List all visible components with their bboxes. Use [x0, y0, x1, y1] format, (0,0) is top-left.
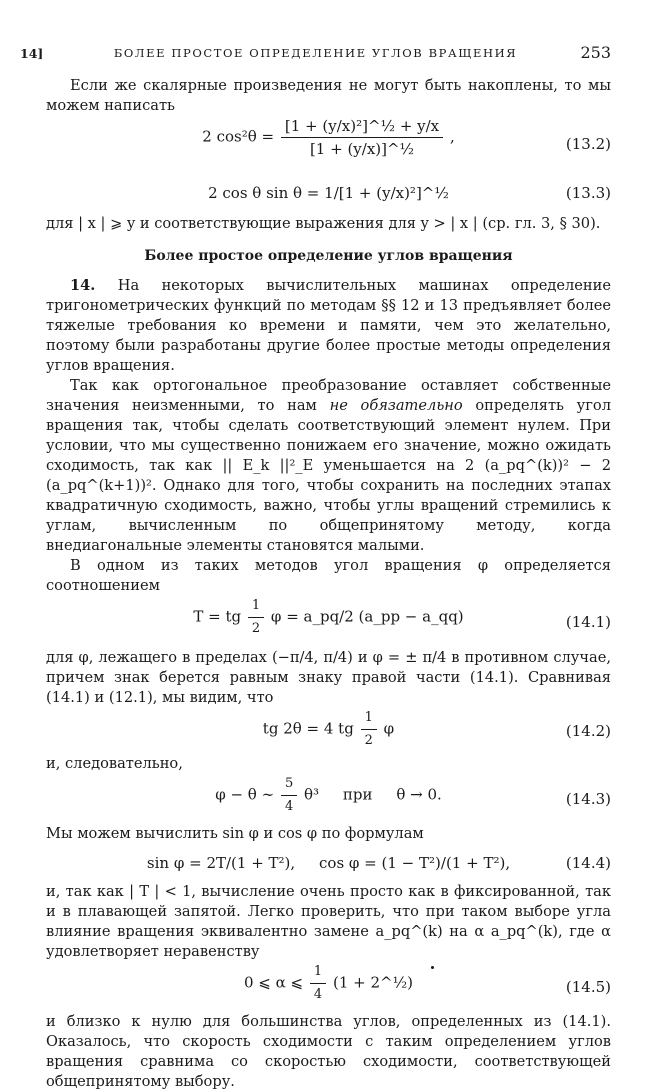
- eq-14-4-body: sin φ = 2T/(1 + T²), cos φ = (1 − T²)/(1 + T²),: [146, 854, 511, 872]
- eq-14-3-lhs: φ − θ ∼: [215, 785, 275, 804]
- eq-14-3-frac-num: 5: [281, 774, 297, 796]
- eq-13-2-number: (13.2): [565, 135, 611, 153]
- eq-14-1-frac-num: 1: [248, 596, 264, 618]
- paragraph-14-text: На некоторых вычислительных машинах определение тригонометрических функций по методам §§ 12 и 13 предъявляет более тяжелые требования ко времени и памяти, чем это желательно, поэтому были разработаны другие более простые методы определения углов вращения.: [46, 277, 611, 374]
- eq-14-2-number: (14.2): [565, 722, 611, 740]
- equation-14-4: [46, 844, 611, 882]
- equation-14-2: [46, 708, 611, 754]
- eq-14-3-number: (14.3): [565, 790, 611, 808]
- section-ref: 14]: [20, 46, 44, 61]
- eq-14-5-number: (14.5): [565, 978, 611, 996]
- eq-13-2-lhs: 2 cos²θ =: [202, 127, 275, 146]
- after-14-1-text: для φ, лежащего в пределах (−π/4, π/4) и φ = ± π/4 в противном случае, причем знак берется равным знаку правой части (14.1). Сравнивая (14.1) и (12.1), мы видим, что: [46, 649, 611, 706]
- eq-14-1-number: (14.1): [565, 613, 611, 631]
- eq-14-5-frac-den: 4: [313, 987, 323, 1002]
- running-title: БОЛЕЕ ПРОСТОЕ ОПРЕДЕЛЕНИЕ УГЛОВ ВРАЩЕНИЯ: [113, 46, 518, 60]
- page-body: [46, 76, 611, 1092]
- eq-13-3-number: (13.3): [565, 184, 611, 202]
- paragraph-14-number: 14.: [70, 277, 96, 294]
- paragraph-orthogonal-end: определять угол вращения так, чтобы сделать соответствующий элемент нулем. При условии, что мы существенно понижаем его значение, можно ожидать сходимость, так как || E_k ||²_E уменьшается на 2 (a_pq^(k))² − 2 (a_pq^(k+1))². Однако для того, чтобы сохранить на последних этапах квадратичную сходимость, важно, чтобы углы вращений стремились к углам, вычисленным по общепринятому методу, когда внедиагональные элементы становятся малыми.: [46, 397, 611, 554]
- print-dot: [431, 966, 434, 969]
- eq-13-2-denominator: [1 + (y/x)]^½: [309, 140, 415, 158]
- equation-13-3: [46, 172, 611, 214]
- paragraph-14: [46, 276, 611, 376]
- equation-14-3: [46, 774, 611, 824]
- eq-14-2-rhs: φ: [383, 719, 395, 738]
- eq-14-2-frac-num: 1: [361, 708, 377, 730]
- eq-14-4-number: (14.4): [565, 854, 611, 872]
- equation-14-5: [46, 962, 611, 1012]
- intro-paragraph: Если же скалярные произведения не могут быть накоплены, то мы можем написать: [46, 77, 611, 114]
- can-compute-text: Мы можем вычислить sin φ и cos φ по формулам: [46, 825, 424, 842]
- eq-14-2-frac-den: 2: [364, 733, 373, 748]
- eq-14-5-rhs: (1 + 2^½): [332, 973, 413, 992]
- eq-14-2-lhs: tg 2θ = 4 tg: [262, 719, 354, 738]
- eq-14-5-frac-num: 1: [310, 962, 326, 984]
- eq-14-3-frac-den: 4: [284, 799, 294, 814]
- eq-14-1-lhs: T = tg: [193, 607, 242, 626]
- emphasis-not-required: не обязательно: [329, 397, 463, 414]
- after-13-3-text: для | x | ⩾ y и соответствующие выражения для y > | x | (ср. гл. 3, § 30).: [46, 215, 601, 232]
- page-number: 253: [580, 43, 611, 62]
- paragraph-orthogonal-start: Так как ортогональное преобразование оставляет собственные значения неизменными, то нам: [46, 377, 611, 414]
- page-header: [20, 44, 611, 64]
- after-14-4-text: и, так как | T | < 1, вычисление очень просто как в фиксированной, так и в плавающей запятой. Легко проверить, что при таком выборе угла влияние вращения эквивалентно замене a_pq^(k) на α a_pq^(k), где α удовлетворяет неравенству: [46, 883, 611, 960]
- equation-13-2: [46, 116, 611, 172]
- equation-14-1: [46, 596, 611, 648]
- eq-14-1-frac-den: 2: [251, 621, 261, 636]
- eq-14-1-rhs: φ = a_pq/2 (a_pp − a_qq): [270, 607, 464, 626]
- eq-13-3-body: 2 cos θ sin θ = 1/[1 + (y/x)²]^½: [208, 184, 449, 202]
- eq-13-2-tail: ,: [449, 127, 455, 146]
- eq-13-2-numerator: [1 + (y/x)²]^½ + y/x: [281, 116, 443, 138]
- and-hence-text: и, следовательно,: [46, 755, 183, 772]
- closing-paragraph: и близко к нулю для большинства углов, определенных из (14.1). Оказалось, что скорость сходимости с таким определением углов вращения сравнима со скоростью сходимости, соответствующей общепринятому выбору.: [46, 1013, 611, 1090]
- section-title: Более простое определение углов вращения: [144, 248, 513, 264]
- paragraph-method: В одном из таких методов угол вращения φ определяется соотношением: [46, 557, 611, 594]
- paragraph-orthogonal: [46, 376, 611, 556]
- eq-14-5-lhs: 0 ⩽ α ⩽: [244, 973, 304, 992]
- eq-14-3-rhs: θ³ при θ → 0.: [304, 785, 442, 804]
